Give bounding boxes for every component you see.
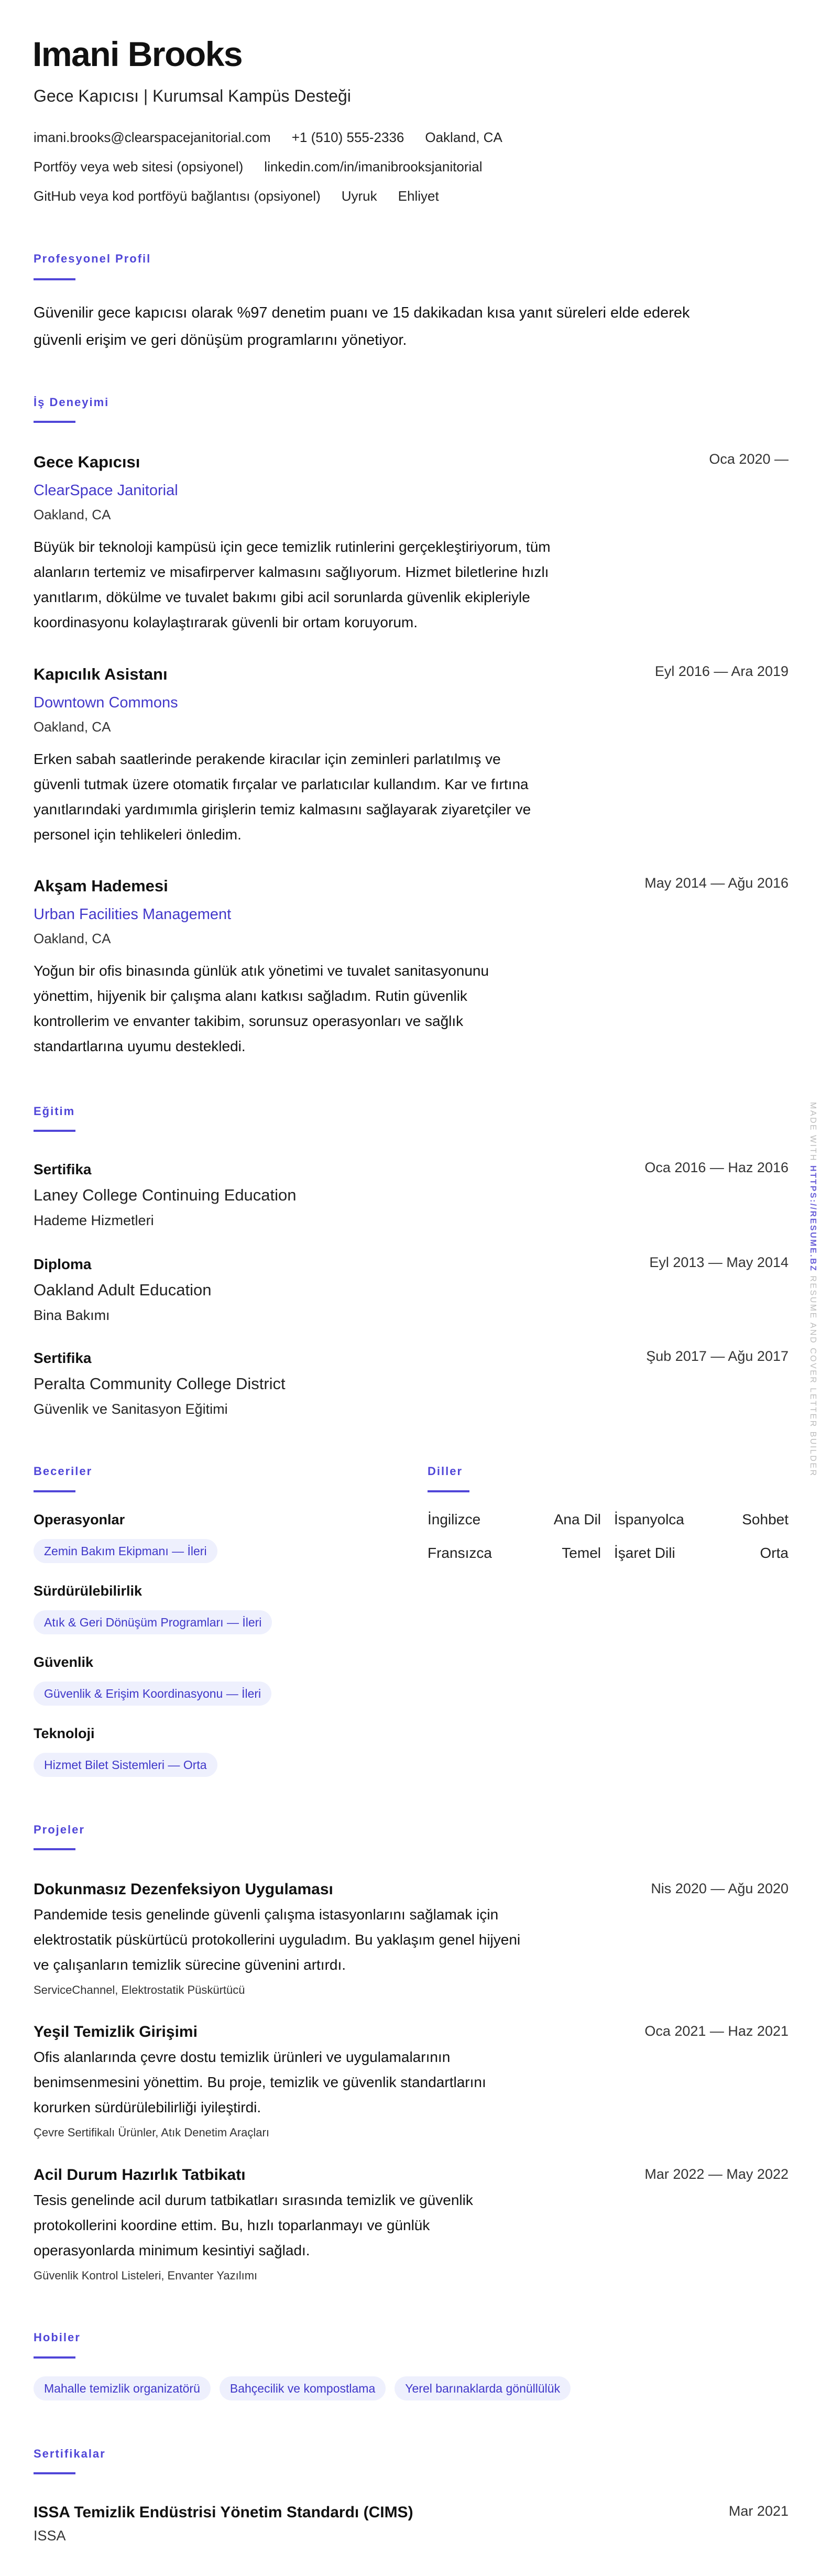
project-description-line: ve çalışanların temizlik sürecine güvenini artırdı. (34, 1957, 346, 1973)
job-description-line: yönettim, hijyenik bir çalışma alanı katkısı sağladım. Rutin güvenlik (34, 988, 467, 1004)
job-description-line: koordinasyonu kolaylaştırarak güvenli bir ortam koruyorum. (34, 614, 418, 630)
section-underline (34, 2356, 75, 2359)
job-description-line: personel için tehlikeleri önledim. (34, 826, 242, 843)
github-link[interactable]: GitHub veya kod portföyü bağlantısı (opsiyonel) (34, 188, 321, 204)
job-location: Oakland, CA (34, 507, 111, 522)
skill-category: Operasyonlar (34, 1512, 125, 1527)
edu-date: Eyl 2013 — May 2014 (649, 1254, 789, 1270)
summary-line: güvenli erişim ve geri dönüşüm programlarını yönetiyor. (34, 332, 407, 348)
section-heading-profile: Profesyonel Profil (34, 252, 151, 265)
job-location: Oakland, CA (34, 719, 111, 735)
contact-row (34, 188, 439, 204)
license: Ehliyet (398, 188, 439, 204)
school: Laney College Continuing Education (34, 1186, 297, 1204)
job-description-line: Erken sabah saatlerinde perakende kiracılar için zeminleri parlatılmış ve (34, 751, 501, 767)
language-name: Fransızca (428, 1545, 492, 1561)
job-title: Kapıcılık Asistanı (34, 665, 168, 683)
project-title: Dokunmasız Dezenfeksiyon Uygulaması (34, 1881, 333, 1898)
job-date: Oca 2020 — (709, 451, 789, 467)
job-date: May 2014 — Ağu 2016 (644, 875, 789, 891)
company-name: Downtown Commons (34, 694, 178, 711)
candidate-name: Imani Brooks (32, 35, 243, 73)
section-underline (34, 1130, 75, 1132)
section-heading-experience: İş Deneyimi (34, 396, 110, 409)
skill-category: Teknoloji (34, 1726, 95, 1741)
cert-title: ISSA Temizlik Endüstrisi Yönetim Standardı (CIMS) (34, 2504, 413, 2521)
project-date: Mar 2022 — May 2022 (644, 2166, 789, 2182)
section-heading-skills: Beceriler (34, 1465, 93, 1478)
section-underline (34, 1490, 75, 1492)
section-heading-hobbies: Hobiler (34, 2331, 81, 2344)
section-underline (34, 2472, 75, 2474)
project-tech: Güvenlik Kontrol Listeleri, Envanter Yazılımı (34, 2269, 258, 2282)
cert-issuer: ISSA (34, 2528, 66, 2544)
watermark (807, 1102, 818, 1477)
skill-chip-wrap (34, 1610, 272, 1634)
project-date: Nis 2020 — Ağu 2020 (651, 1881, 789, 1896)
skill-chip-wrap (34, 1682, 271, 1706)
school: Oakland Adult Education (34, 1281, 212, 1299)
hobby-chip: Yerel barınaklarda gönüllülük (395, 2376, 571, 2400)
edu-date: Şub 2017 — Ağu 2017 (646, 1348, 789, 1364)
company-name: Urban Facilities Management (34, 906, 232, 923)
project-description-line: Ofis alanlarında çevre dostu temizlik ürünleri ve uygulamalarının (34, 2049, 451, 2065)
contact-row (34, 159, 483, 175)
language-level: Ana Dil (553, 1511, 601, 1527)
field: Hademe Hizmetleri (34, 1213, 154, 1228)
cert-date: Mar 2021 (728, 2503, 789, 2519)
email-link[interactable]: imani.brooks@clearspacejanitorial.com (34, 129, 271, 145)
hobby-chip: Bahçecilik ve kompostlama (220, 2376, 386, 2400)
job-location: Oakland, CA (34, 931, 111, 946)
skill-chip: Zemin Bakım Ekipmanı — İleri (34, 1539, 217, 1563)
language-level: Temel (562, 1545, 601, 1561)
skill-chip: Hizmet Bilet Sistemleri — Orta (34, 1753, 217, 1777)
section-underline (34, 278, 75, 280)
project-tech: Çevre Sertifikalı Ürünler, Atık Denetim Araçları (34, 2126, 269, 2139)
job-description-line: yanıtlarım, dökülme ve tuvalet bakımı gibi acil sorunlarda güvenlik ekipleriyle (34, 589, 530, 605)
skill-chip-wrap (34, 1753, 217, 1777)
project-title: Yeşil Temizlik Girişimi (34, 2023, 198, 2040)
company-name: ClearSpace Janitorial (34, 482, 178, 499)
profile-summary (34, 299, 690, 354)
project-description-line: benimsenmesini yönettim. Bu proje, temizlik ve güvenlik standartlarını (34, 2074, 486, 2090)
section-underline (34, 1848, 75, 1850)
skill-category: Güvenlik (34, 1654, 94, 1670)
job-description-line: Büyük bir teknoloji kampüsü için gece temizlik rutinlerini gerçekleştiriyorum, tüm (34, 539, 551, 555)
job-description-line: alanların tertemiz ve misafirperver kalmasını sağlıyorum. Hizmet biletlerine hızlı (34, 564, 549, 580)
job-description-line: Yoğun bir ofis binasında günlük atık yönetimi ve tuvalet sanitasyonunu (34, 963, 489, 979)
language-level: Sohbet (742, 1511, 789, 1527)
project-description-line: operasyonlarda minimum kesintiyi sağladı. (34, 2242, 310, 2258)
section-underline (34, 421, 75, 423)
location: Oakland, CA (425, 129, 502, 145)
candidate-title: Gece Kapıcısı | Kurumsal Kampüs Desteği (34, 86, 351, 105)
project-description-line: korurken sürdürülebilirliği iyileştirdi. (34, 2099, 261, 2115)
contact-row (34, 129, 502, 146)
watermark-prefix: MADE WITH (808, 1102, 817, 1162)
language-name: İspanyolca (614, 1511, 684, 1527)
portfolio-link[interactable]: Portföy veya web sitesi (opsiyonel) (34, 159, 244, 174)
field: Bina Bakımı (34, 1307, 110, 1323)
job-description-line: kontrollerim ve envanter takibim, sorunsuz operasyonları ve sağlık (34, 1013, 464, 1029)
section-heading-languages: Diller (428, 1465, 463, 1478)
school: Peralta Community College District (34, 1374, 286, 1393)
job-description-line: standartlarına uyumu destekledi. (34, 1038, 246, 1054)
degree: Diploma (34, 1256, 92, 1272)
job-description-line: yanıtlarındaki yardımımla girişlerin temiz kalmasını sağlayarak ziyaretçiler ve (34, 801, 531, 817)
degree: Sertifika (34, 1161, 92, 1177)
field: Güvenlik ve Sanitasyon Eğitimi (34, 1401, 228, 1417)
project-description-line: protokollerini koordine ettim. Bu, hızlı toparlanmayı ve günlük (34, 2217, 430, 2233)
job-date: Eyl 2016 — Ara 2019 (654, 663, 789, 679)
job-title: Akşam Hademesi (34, 877, 168, 895)
section-heading-certifications: Sertifikalar (34, 2447, 106, 2460)
project-description-line: Pandemide tesis genelinde güvenli çalışma istasyonlarını sağlamak için (34, 1906, 499, 1923)
project-description-line: elektrostatik püskürtücü protokollerini uyguladım. Bu yaklaşım genel hijyeni (34, 1931, 521, 1948)
project-title: Acil Durum Hazırlık Tatbikatı (34, 2166, 246, 2184)
job-title: Gece Kapıcısı (34, 453, 140, 471)
nationality: Uyruk (341, 188, 377, 204)
watermark-suffix: RESUME AND COVER LETTER BUILDER (808, 1275, 817, 1477)
section-underline (428, 1490, 469, 1492)
project-description-line: Tesis genelinde acil durum tatbikatları sırasında temizlik ve güvenlik (34, 2192, 473, 2208)
degree: Sertifika (34, 1350, 92, 1366)
hobby-list (34, 2376, 571, 2400)
section-heading-education: Eğitim (34, 1105, 75, 1118)
skill-chip: Atık & Geri Dönüşüm Programları — İleri (34, 1610, 272, 1634)
skill-chip: Güvenlik & Erişim Koordinasyonu — İleri (34, 1682, 271, 1706)
section-heading-projects: Projeler (34, 1823, 85, 1836)
hobby-chip: Mahalle temizlik organizatörü (34, 2376, 211, 2400)
project-date: Oca 2021 — Haz 2021 (644, 2023, 789, 2039)
project-tech: ServiceChannel, Elektrostatik Püskürtücü (34, 1983, 245, 1996)
language-level: Orta (760, 1545, 789, 1561)
linkedin-link[interactable]: linkedin.com/in/imanibrooksjanitorial (264, 159, 483, 174)
summary-line: Güvenilir gece kapıcısı olarak %97 denetim puanı ve 15 dakikadan kısa yanıt süreleri elde ederek (34, 304, 690, 321)
job-description-line: güvenli tutmak üzere otomatik fırçalar ve parlatıcılar kullandım. Kar ve fırtına (34, 776, 529, 792)
skill-category: Sürdürülebilirlik (34, 1583, 143, 1599)
language-name: İngilizce (428, 1511, 481, 1527)
phone: +1 (510) 555-2336 (291, 129, 404, 145)
language-name: İşaret Dili (614, 1545, 675, 1561)
watermark-link[interactable]: HTTPS://RESUME.BZ (808, 1165, 817, 1272)
skill-chip-wrap (34, 1539, 217, 1563)
edu-date: Oca 2016 — Haz 2016 (644, 1160, 789, 1175)
